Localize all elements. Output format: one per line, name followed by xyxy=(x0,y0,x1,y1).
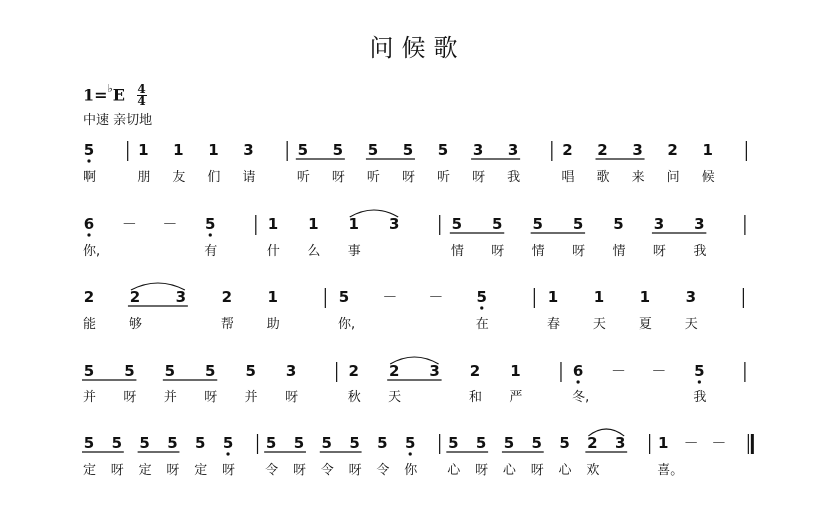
note: 3 xyxy=(285,362,297,380)
octave-dot xyxy=(576,380,579,383)
lyric: 够 xyxy=(128,317,142,332)
lyric: 心 xyxy=(558,463,572,478)
octave-dot xyxy=(209,233,212,236)
lyric: 歌 xyxy=(596,170,610,185)
note: 5 xyxy=(475,434,487,452)
note: 3 xyxy=(243,141,254,159)
note: 1 xyxy=(510,362,521,380)
note: 5 xyxy=(559,434,570,452)
key-note: E xyxy=(112,85,125,105)
lyric: 并 xyxy=(244,390,258,405)
note: 3 xyxy=(614,434,626,452)
note: 5 xyxy=(164,362,176,380)
note: 3 xyxy=(632,141,643,159)
note: 5 xyxy=(572,215,584,233)
note: 5 xyxy=(503,434,515,452)
flat-symbol: ♭ xyxy=(107,82,113,95)
note: 2 xyxy=(348,362,359,380)
note: 5 xyxy=(448,434,459,452)
note: 1 xyxy=(138,141,149,159)
lyric: 我 xyxy=(693,390,707,405)
note: 1 xyxy=(308,215,319,233)
note: 5 xyxy=(532,215,543,233)
lyric: 问 xyxy=(666,170,680,185)
note: 5 xyxy=(402,141,414,159)
note: 5 xyxy=(437,141,449,159)
note: 5 xyxy=(338,288,350,306)
lyric: 呀 xyxy=(292,463,306,478)
lyric: 令 xyxy=(265,463,279,478)
note: 5 xyxy=(332,141,344,159)
lyric: 严 xyxy=(509,390,523,405)
note: 5 xyxy=(492,215,503,233)
lyric: 呀 xyxy=(222,463,236,478)
lyric: 候 xyxy=(701,170,715,185)
sustain-dash: － xyxy=(428,288,444,306)
note: 6 xyxy=(83,215,95,233)
sustain-dash: － xyxy=(162,215,178,233)
tempo-marking: 中速 亲切地 xyxy=(83,113,153,128)
lyric: 听 xyxy=(296,170,310,185)
lyric: 我 xyxy=(693,244,707,259)
note: 3 xyxy=(507,141,519,159)
note: 2 xyxy=(221,288,233,306)
octave-dot xyxy=(698,380,701,383)
sustain-dash: － xyxy=(610,362,627,380)
lyric: 我 xyxy=(507,170,521,185)
lyric: 呀 xyxy=(285,390,299,405)
note: 3 xyxy=(175,288,187,306)
octave-dot xyxy=(409,452,412,455)
note: 2 xyxy=(469,362,481,380)
lyric: 帮 xyxy=(220,317,234,332)
note: 1 xyxy=(658,434,669,452)
lyric: 你, xyxy=(83,244,101,259)
lyric: 夏 xyxy=(638,317,652,332)
note: 5 xyxy=(265,434,277,452)
lyric: 呀 xyxy=(348,463,362,478)
key-equals: = xyxy=(94,85,108,105)
lyric: 唱 xyxy=(561,170,575,185)
lyric: 什 xyxy=(266,244,280,259)
lyric: 并 xyxy=(163,390,177,405)
note: 3 xyxy=(472,141,484,159)
octave-dot xyxy=(87,233,90,236)
sustain-dash: － xyxy=(651,362,667,380)
note: 5 xyxy=(404,434,416,452)
octave-dot xyxy=(480,306,483,309)
lyric: 请 xyxy=(242,170,256,185)
note: 3 xyxy=(685,288,697,306)
lyric: 情 xyxy=(531,244,545,259)
lyric: 令 xyxy=(320,463,334,478)
lyric: 有 xyxy=(204,244,218,259)
time-bottom: 4 xyxy=(137,94,146,109)
lyric: 心 xyxy=(447,463,461,478)
lyric: 定 xyxy=(194,463,208,478)
key-tonic: 1 xyxy=(83,85,95,105)
note: 5 xyxy=(83,434,95,452)
lyric: 呀 xyxy=(491,244,505,259)
lyric: 朋 xyxy=(137,170,151,185)
lyric: 你 xyxy=(404,463,418,478)
lyric: 定 xyxy=(83,463,97,478)
note: 5 xyxy=(694,362,705,380)
sustain-dash: － xyxy=(121,215,137,233)
lyric: 呀 xyxy=(204,390,218,405)
lyric: 冬, xyxy=(572,390,590,405)
note: 5 xyxy=(451,215,463,233)
lyric: 助 xyxy=(266,317,280,332)
note: 1 xyxy=(547,288,559,306)
note: 2 xyxy=(597,141,608,159)
lyric: 能 xyxy=(83,317,97,332)
lyric: 呀 xyxy=(331,170,345,185)
note: 2 xyxy=(83,288,95,306)
note: 2 xyxy=(667,141,678,159)
lyric: 啊 xyxy=(83,170,97,185)
note: 5 xyxy=(349,434,360,452)
note: 5 xyxy=(205,362,216,380)
lyric: 听 xyxy=(366,170,380,185)
lyric: 听 xyxy=(437,170,451,185)
note: 2 xyxy=(562,141,573,159)
note: 5 xyxy=(297,141,309,159)
lyric: 呀 xyxy=(401,170,415,185)
lyric: 呀 xyxy=(652,244,666,259)
note: 5 xyxy=(195,434,206,452)
lyric: 你, xyxy=(337,317,356,332)
lyric: 么 xyxy=(307,244,321,259)
note: 5 xyxy=(476,288,487,306)
lyric: 并 xyxy=(83,390,97,405)
note: 5 xyxy=(531,434,542,452)
note: 5 xyxy=(124,362,135,380)
sustain-dash: － xyxy=(382,288,398,306)
octave-dot xyxy=(226,452,229,455)
lyric: 呀 xyxy=(472,170,486,185)
note: 5 xyxy=(205,215,216,233)
note: 2 xyxy=(388,362,400,380)
lyric: 定 xyxy=(138,463,152,478)
lyric: 和 xyxy=(469,390,483,405)
note: 5 xyxy=(83,362,95,380)
lyric: 呀 xyxy=(475,463,489,478)
note: 2 xyxy=(129,288,141,306)
lyric: 令 xyxy=(376,463,390,478)
note: 5 xyxy=(139,434,150,452)
lyric: 心 xyxy=(502,463,516,478)
note: 1 xyxy=(267,215,279,233)
note: 3 xyxy=(653,215,665,233)
note: 5 xyxy=(321,434,332,452)
note: 1 xyxy=(639,288,651,306)
octave-dot xyxy=(87,159,90,162)
time-top: 4 xyxy=(137,82,146,97)
note: 5 xyxy=(83,141,95,159)
lyric: 喜。 xyxy=(657,463,684,478)
note: 6 xyxy=(572,362,584,380)
lyric: 天 xyxy=(684,317,698,332)
note: 3 xyxy=(429,362,440,380)
note: 5 xyxy=(377,434,388,452)
note: 1 xyxy=(173,141,184,159)
lyric: 来 xyxy=(631,170,645,185)
lyric: 事 xyxy=(347,244,361,259)
sustain-dash: － xyxy=(711,434,727,452)
lyric: 秋 xyxy=(347,390,361,405)
lyric: 在 xyxy=(475,317,489,332)
note: 1 xyxy=(702,141,713,159)
lyric: 天 xyxy=(388,390,402,405)
note: 3 xyxy=(388,215,400,233)
lyric: 欢 xyxy=(586,463,600,478)
lyric: 呀 xyxy=(166,463,180,478)
lyric: 友 xyxy=(172,170,186,185)
note: 5 xyxy=(293,434,305,452)
note: 5 xyxy=(613,215,624,233)
lyric: 呀 xyxy=(530,463,544,478)
lyric: 呀 xyxy=(572,244,586,259)
lyric: 们 xyxy=(207,170,221,185)
lyric: 呀 xyxy=(110,463,124,478)
note: 3 xyxy=(694,215,705,233)
lyric: 呀 xyxy=(123,390,137,405)
note: 5 xyxy=(222,434,234,452)
note: 5 xyxy=(367,141,379,159)
lyric: 情 xyxy=(612,244,626,259)
page-title: 问候歌 xyxy=(369,34,466,62)
note: 1 xyxy=(593,288,605,306)
note: 5 xyxy=(245,362,256,380)
sustain-dash: － xyxy=(683,434,699,452)
lyric: 情 xyxy=(450,244,464,259)
note: 1 xyxy=(267,288,278,306)
note: 2 xyxy=(587,434,598,452)
note: 1 xyxy=(348,215,359,233)
note: 1 xyxy=(208,141,219,159)
lyric: 春 xyxy=(546,317,560,332)
note: 5 xyxy=(111,434,123,452)
note: 5 xyxy=(167,434,178,452)
lyric: 天 xyxy=(592,317,606,332)
